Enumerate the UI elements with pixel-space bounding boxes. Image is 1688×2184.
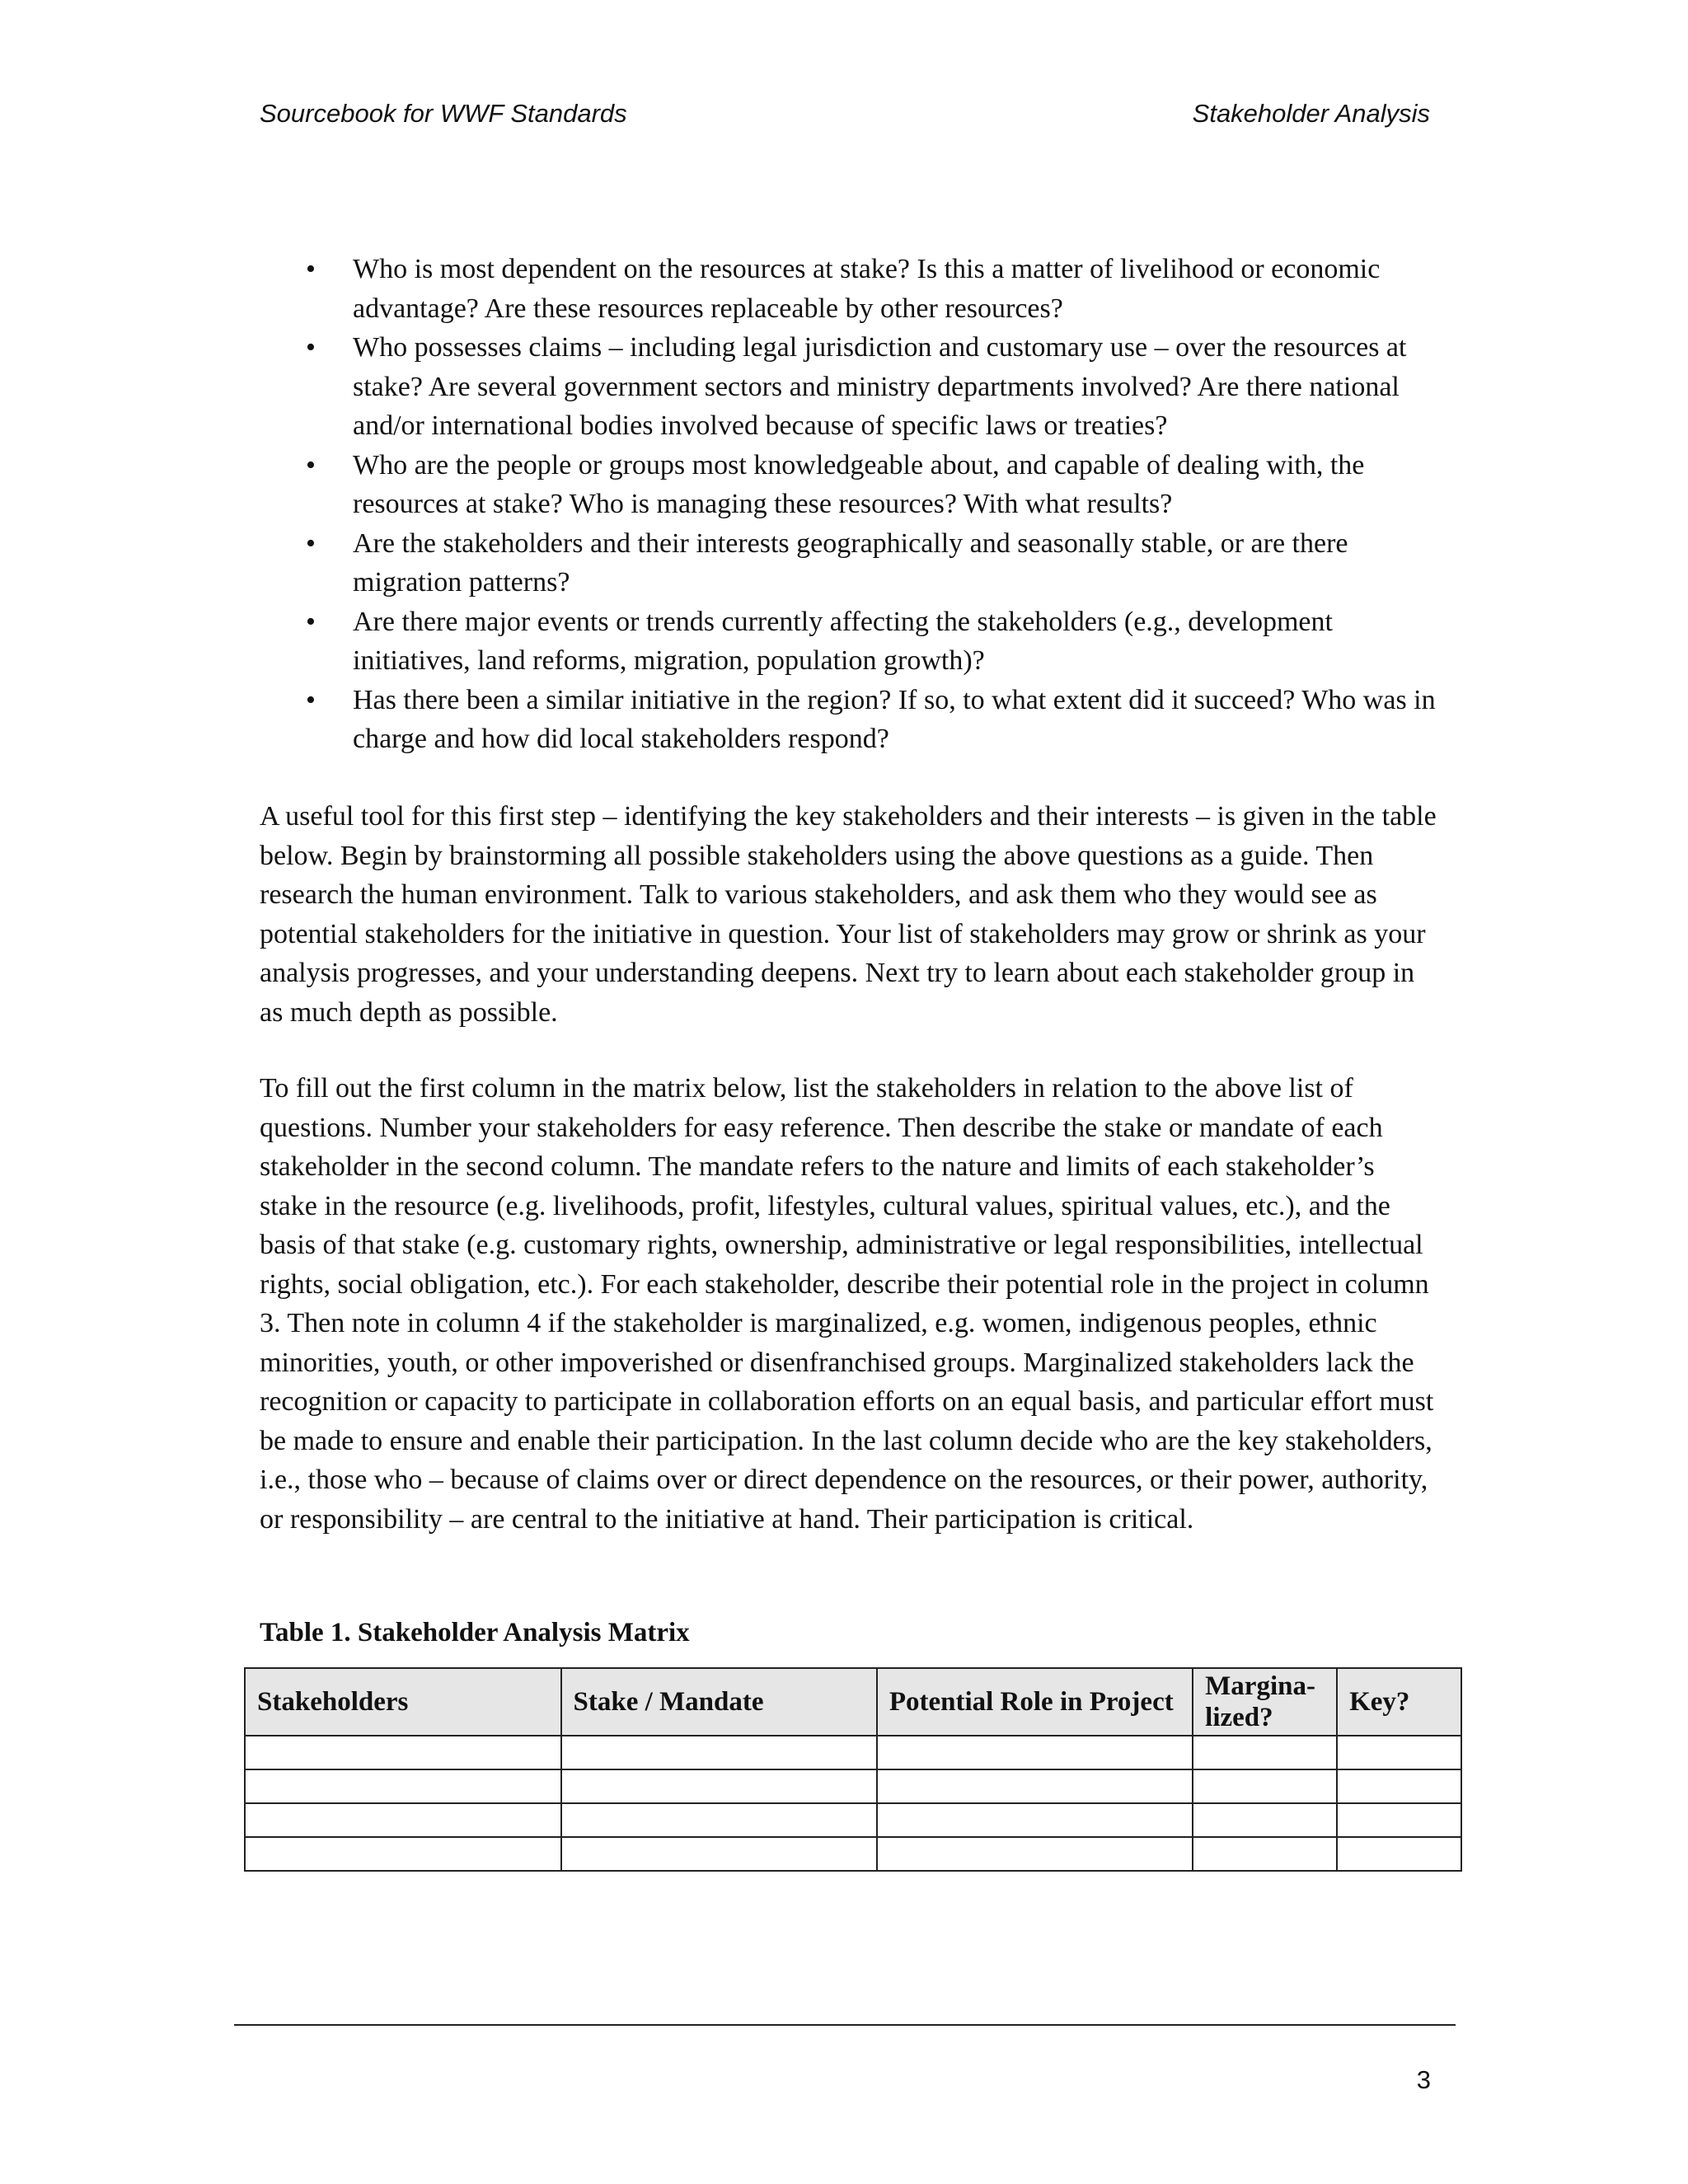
column-header-potential-role: Potential Role in Project (877, 1668, 1193, 1736)
table-cell (561, 1769, 877, 1803)
table-cell (561, 1736, 877, 1769)
footer-divider (234, 2024, 1456, 2026)
bullet-icon: • (306, 684, 316, 715)
column-header-stake-mandate: Stake / Mandate (561, 1668, 877, 1736)
table-cell (1193, 1837, 1337, 1871)
table-row (245, 1837, 1461, 1871)
table-caption: Table 1. Stakeholder Analysis Matrix (260, 1618, 690, 1647)
table-cell (561, 1803, 877, 1837)
table-cell (245, 1803, 561, 1837)
table-row (245, 1803, 1461, 1837)
table-cell (245, 1769, 561, 1803)
header-right: Stakeholder Analysis (1192, 99, 1430, 128)
bullet-icon: • (306, 606, 316, 637)
bullet-icon: • (306, 332, 316, 363)
list-item: • Are the stakeholders and their interests geographically and seasonally stable, or are there migration patterns? (260, 524, 1438, 602)
list-item: • Has there been a similar initiative in the region? If so, to what extent did it succeed? Who was in charge and how did local stakeholders respond? (260, 681, 1438, 759)
table-cell (1193, 1769, 1337, 1803)
table-cell (1337, 1769, 1461, 1803)
stakeholder-matrix-table (244, 1667, 1462, 1872)
bullet-icon: • (306, 527, 316, 559)
table-cell (1337, 1837, 1461, 1871)
table-cell (245, 1837, 561, 1871)
table-cell (1193, 1736, 1337, 1769)
paragraph-tool-intro: A useful tool for this first step – identifying the key stakeholders and their interests – is given in the table below. Begin by brainstorming all possible stakeholders using the above questions as a guide. Then research the human environment. Talk to various stakeholders, and ask them who they would see as potential stakeholders for the initiative in question. Your list of stakeholders may grow or shrink as your analysis progresses, and your understanding deepens. Next try to learn about each stakeholder group in as much depth as possible. (260, 801, 1437, 1028)
table-row (245, 1769, 1461, 1803)
column-header-key: Key? (1337, 1668, 1461, 1736)
column-header-marginalized: Margina-lized? (1193, 1668, 1337, 1736)
table-cell (1337, 1736, 1461, 1769)
table-cell (877, 1837, 1193, 1871)
header-left: Sourcebook for WWF Standards (260, 99, 627, 128)
list-item: • Who is most dependent on the resources at stake? Is this a matter of livelihood or economic advantage? Are these resources replaceable by other resources? (260, 250, 1438, 328)
list-item: • Are there major events or trends currently affecting the stakeholders (e.g., development initiatives, land reforms, migration, population growth)? (260, 602, 1438, 681)
page-number: 3 (1416, 2065, 1431, 2094)
column-header-stakeholders: Stakeholders (245, 1668, 561, 1736)
table-header-row (245, 1668, 1461, 1736)
table-row (245, 1736, 1461, 1769)
list-item: • Who are the people or groups most knowledgeable about, and capable of dealing with, the resources at stake? Who is managing these resources? With what results? (260, 446, 1438, 524)
bullet-icon: • (306, 449, 316, 480)
table-cell (877, 1736, 1193, 1769)
table-cell (1337, 1803, 1461, 1837)
paragraph-matrix-instructions: To fill out the first column in the matrix below, list the stakeholders in relation to the above list of questions. Number your stakeholders for easy reference. Then describe the stake or mandate of each stakeholder in the second column. The mandate refers to the nature and limits of each stakeholder’s stake in the resource (e.g. livelihoods, profit, lifestyles, cultural values, spiritual values, etc.), and the basis of that stake (e.g. customary rights, ownership, administrative or legal responsibilities, intellectual rights, social obligation, etc.). For each stakeholder, describe their potential role in the project in column 3. Then note in column 4 if the stakeholder is marginalized, e.g. women, indigenous peoples, ethnic minorities, youth, or other impoverished or disenfranchised groups. Marginalized stakeholders lack the recognition or capacity to participate in collaboration efforts on an equal basis, and particular effort must be made to ensure and enable their participation. In the last column decide who are the key stakeholders, i.e., those who – because of claims over or direct dependence on the resources, or their power, authority, or responsibility – are central to the initiative at hand. Their participation is critical. (260, 1073, 1434, 1535)
table-cell (877, 1803, 1193, 1837)
list-item: • Who possesses claims – including legal jurisdiction and customary use – over the resources at stake? Are several government sectors and ministry departments involved? Are there national and/or international bodies involved because of specific laws or treaties? (260, 328, 1438, 446)
question-list (260, 250, 1438, 759)
table-cell (561, 1837, 877, 1871)
table-cell (1193, 1803, 1337, 1837)
table-cell (245, 1736, 561, 1769)
table-cell (877, 1769, 1193, 1803)
bullet-icon: • (306, 254, 316, 284)
